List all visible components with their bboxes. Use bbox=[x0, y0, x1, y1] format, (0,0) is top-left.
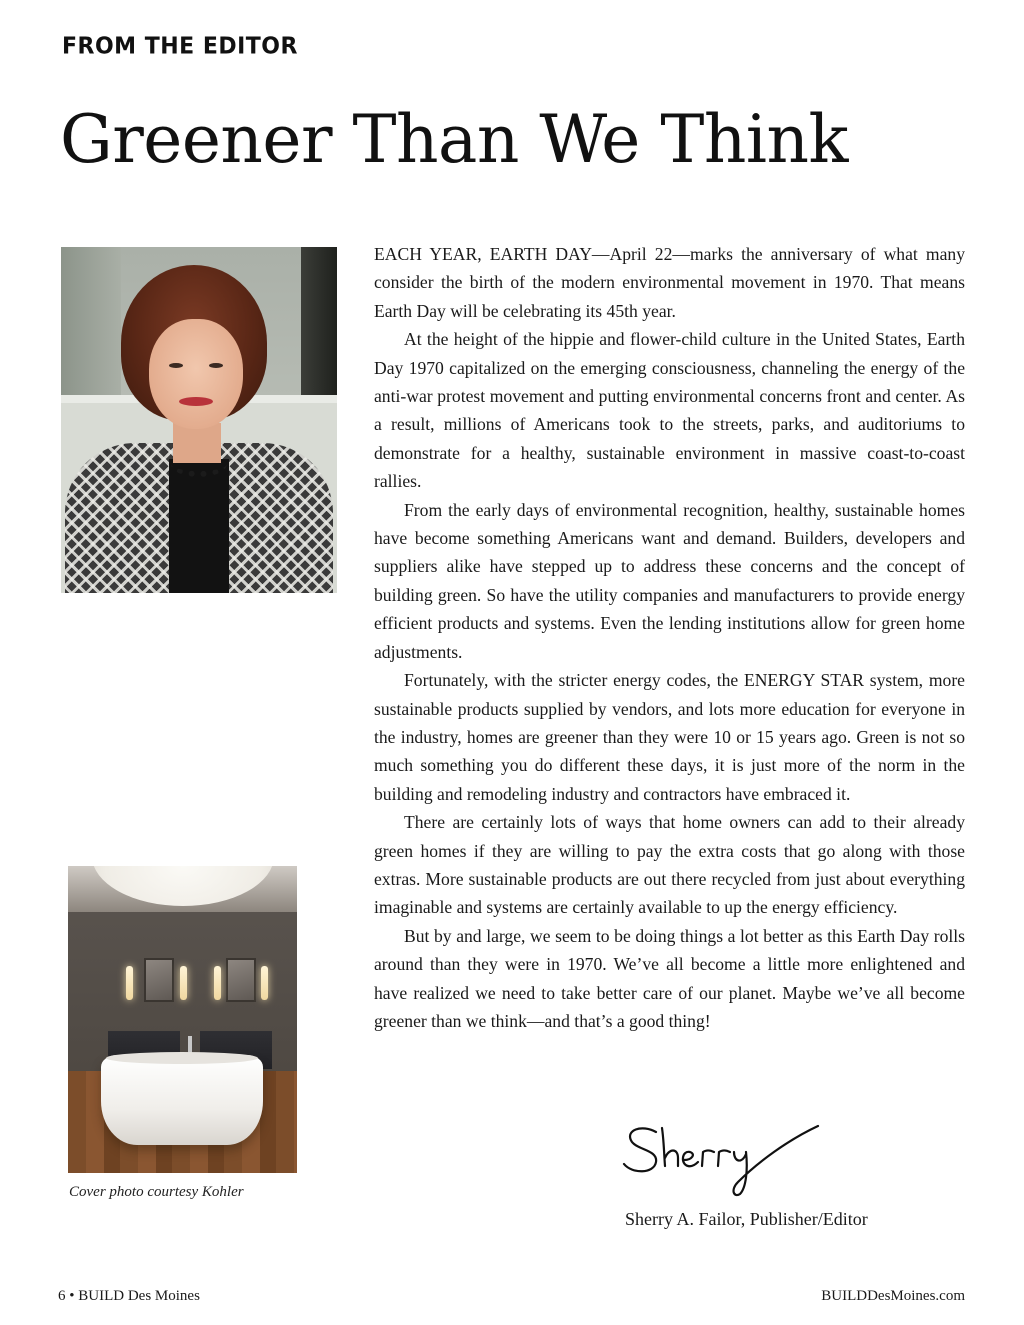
footer-page-info: 6 • BUILD Des Moines bbox=[58, 1288, 200, 1304]
article-paragraph-6: But by and large, we seem to be doing things a lot better as this Earth Day rolls around than they were in 1970. We’ve all become a little more enlightened and have realized we need to take better care of our planet. Maybe we’ve all become greener than we think—and that’s a good thing! bbox=[374, 925, 965, 1031]
cover-photo bbox=[68, 866, 297, 1173]
article-paragraph-1: EACH YEAR, EARTH DAY—April 22—marks the anniversary of what many consider the birth of the modern environmental movement in 1970. That means Earth Day will be celebrating its 45th year. bbox=[374, 244, 965, 321]
article-paragraph-3: From the early days of environmental recognition, healthy, sustainable homes have become something Americans want and demand. Builders, developers and suppliers alike have stepped up to address these concerns and the concept of building green. So have the utility companies and manufacturers to provide energy efficient products and systems. Even the lending institutions allow for green home adjustments. bbox=[374, 499, 965, 662]
page-title: Greener Than We Think bbox=[60, 101, 848, 178]
photo-caption: Cover photo courtesy Kohler bbox=[69, 1184, 244, 1200]
article-paragraph-5: There are certainly lots of ways that home owners can add to their already green homes if they are willing to pay the extra costs that go along with those extras. More sustainable products are out there recycled from just about everything imaginable and systems are certainly available to up the energy efficiency. bbox=[374, 812, 965, 918]
section-label: FROM THE EDITOR bbox=[62, 33, 298, 60]
signature-image bbox=[618, 1118, 828, 1198]
footer-website: BUILDDesMoines.com bbox=[821, 1288, 965, 1304]
editor-portrait-photo bbox=[61, 247, 337, 593]
article-paragraph-4: Fortunately, with the stricter energy codes, the ENERGY STAR system, more sustainable products supplied by vendors, and lots more education for everyone in the industry, homes are greener than they were 10 or 15 years ago. Green is not so much something you do different these days, it is just more of the norm in the building and remodeling industry and contractors have embraced it. bbox=[374, 670, 965, 804]
signer-name: Sherry A. Failor, Publisher/Editor bbox=[625, 1209, 868, 1229]
article-paragraph-2: At the height of the hippie and flower-child culture in the United States, Earth Day 1970 capitalized on the emerging consciousness, channeling the energy of the anti-war protest movement and putting environmental concerns front and center. As a result, millions of Americans took to the streets, parks, and auditoriums to demonstrate for a healthy, sustainable environment in massive coast-to-coast rallies. bbox=[374, 329, 965, 492]
article-body bbox=[374, 240, 965, 1035]
